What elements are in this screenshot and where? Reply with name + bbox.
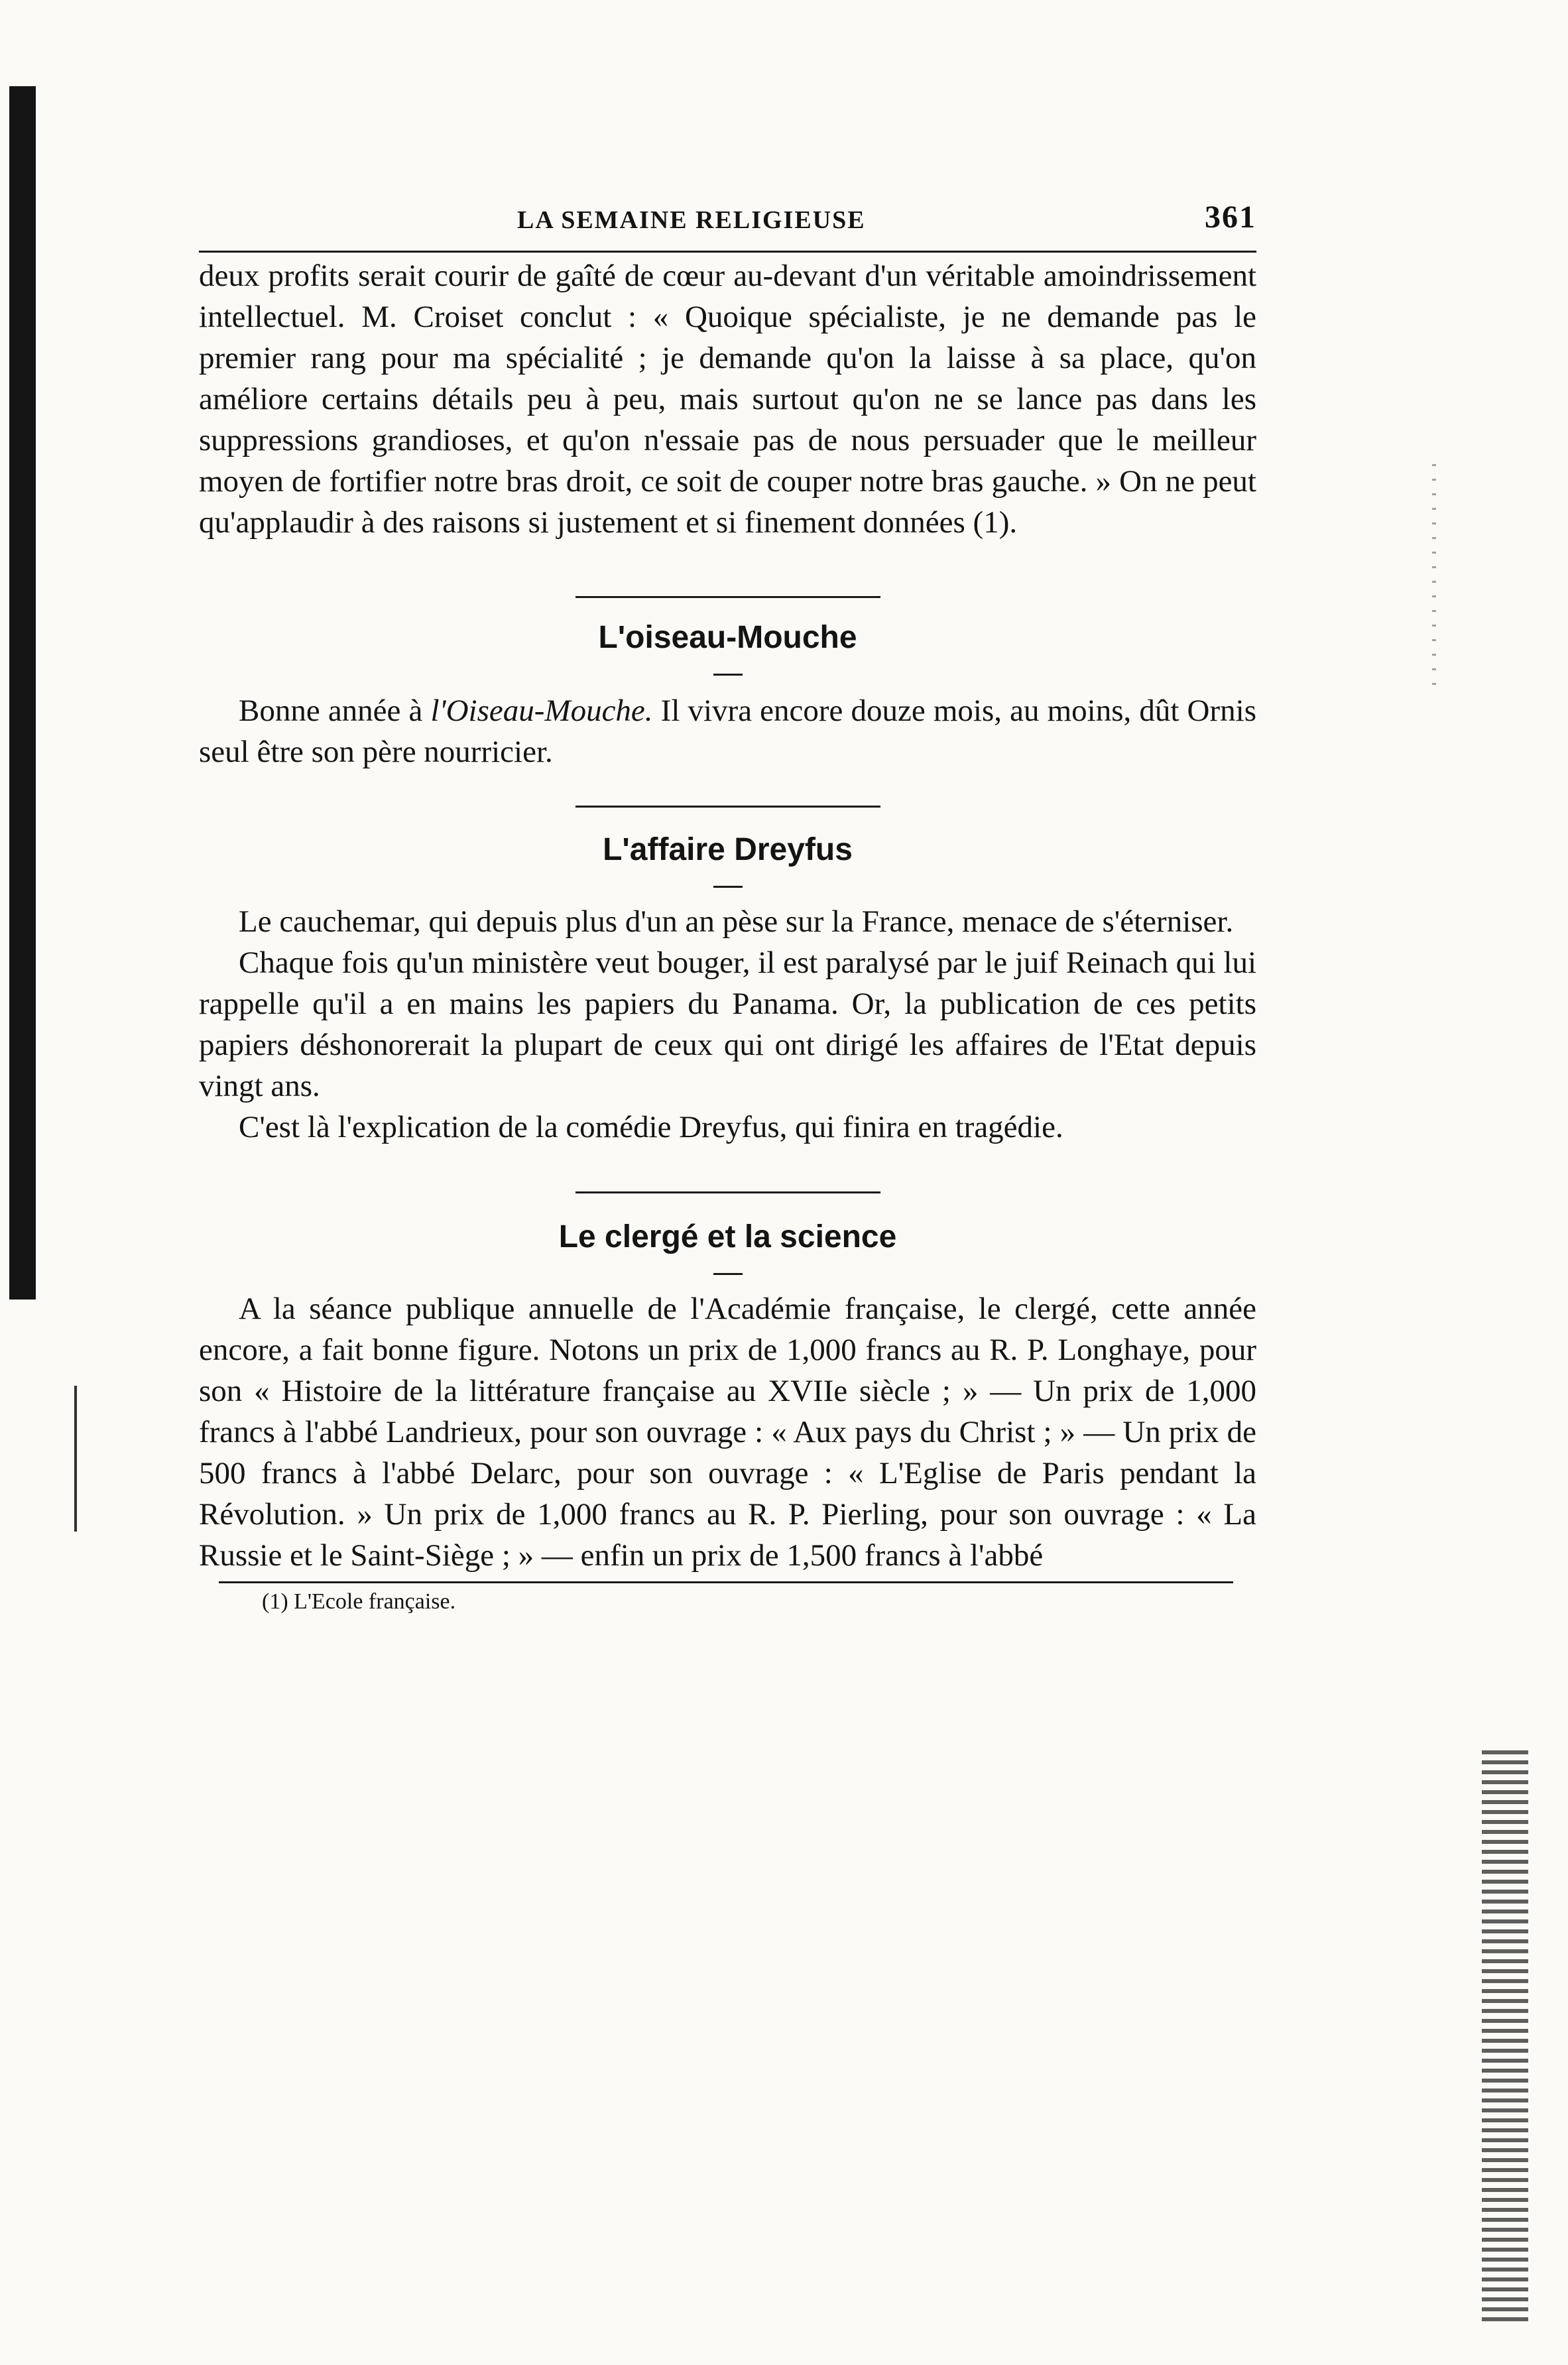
footnote: (1) L'Ecole française.	[262, 1589, 456, 1614]
scan-margin-specks	[1432, 464, 1436, 690]
section-paragraph	[199, 690, 1256, 772]
page-header	[199, 199, 1256, 239]
paragraph-text: Il vivra encore douze mois, au moins, dût Ornis seul être son père nourricier.	[199, 694, 1256, 769]
section-title-clerge-science: Le clergé et la science	[558, 1219, 897, 1254]
section-paragraph: Le cauchemar, qui depuis plus d'un an pèse sur la France, menace de s'éterniser.	[239, 904, 1234, 939]
italic-title: l'Oiseau-Mouche.	[430, 694, 653, 728]
page-number: 361	[1205, 200, 1256, 235]
section-title-affaire-dreyfus: L'affaire Dreyfus	[603, 832, 853, 867]
section-paragraph: Chaque fois qu'un ministère veut bouger, il est paralysé par le juif Reinach qui lui rappelle qu'il a en mains les papiers du Panama. Or, la publication de ces petits papiers déshonorerait la plupart de ceux qui ont dirigé les affaires de l'Etat depuis vingt ans.	[199, 945, 1257, 1103]
document-page	[199, 199, 1256, 1616]
section-paragraph: A la séance publique annuelle de l'Académie française, le clergé, cette année encore, a fait bonne figure. Notons un prix de 1,000 francs au R. P. Longhaye, pour son « Histoire de la littérature française au XVIIe siècle ; » — Un prix de 1,000 francs à l'abbé Landrieux, pour son ouvrage : « Aux pays du Christ ; » — Un prix de 500 francs à l'abbé Delarc, pour son ouvrage : « L'Eglise de Paris pendant la Révolution. » Un prix de 1,000 francs au R. P. Pierling, pour son ouvrage : « La Russie et le Saint-Siège ; » — enfin un prix de 1,500 francs à l'abbé	[199, 1292, 1256, 1573]
section-title-oiseau-mouche: L'oiseau-Mouche	[598, 620, 857, 655]
paragraph-text: Bonne année à	[239, 694, 431, 728]
running-title: LA SEMAINE RELIGIEUSE	[517, 206, 866, 234]
header-rule	[199, 251, 1256, 253]
scan-edge-shadow	[9, 86, 36, 1300]
continuation-paragraph: deux profits serait courir de gaîté de cœur au-devant d'un véritable amoindrissement intellectuel. M. Croiset conclut : « Quoique spécialiste, je ne demande pas le premier rang pour ma spécialité ; je demande qu'on la laisse à sa place, qu'on améliore certains détails peu à peu, mais surtout qu'on ne se lance pas dans les suppressions grandioses, et qu'on n'essaie pas de nous persuader que le meilleur moyen de fortifier notre bras droit, ce soit de couper notre bras gauche. » On ne peut qu'applaudir à des raisons si justement et si finement données (1).	[199, 259, 1256, 540]
scan-margin-noise	[1482, 1750, 1528, 2327]
section-paragraph: C'est là l'explication de la comédie Dreyfus, qui finira en tragédie.	[239, 1110, 1063, 1144]
scan-edge-mark	[74, 1386, 77, 1532]
